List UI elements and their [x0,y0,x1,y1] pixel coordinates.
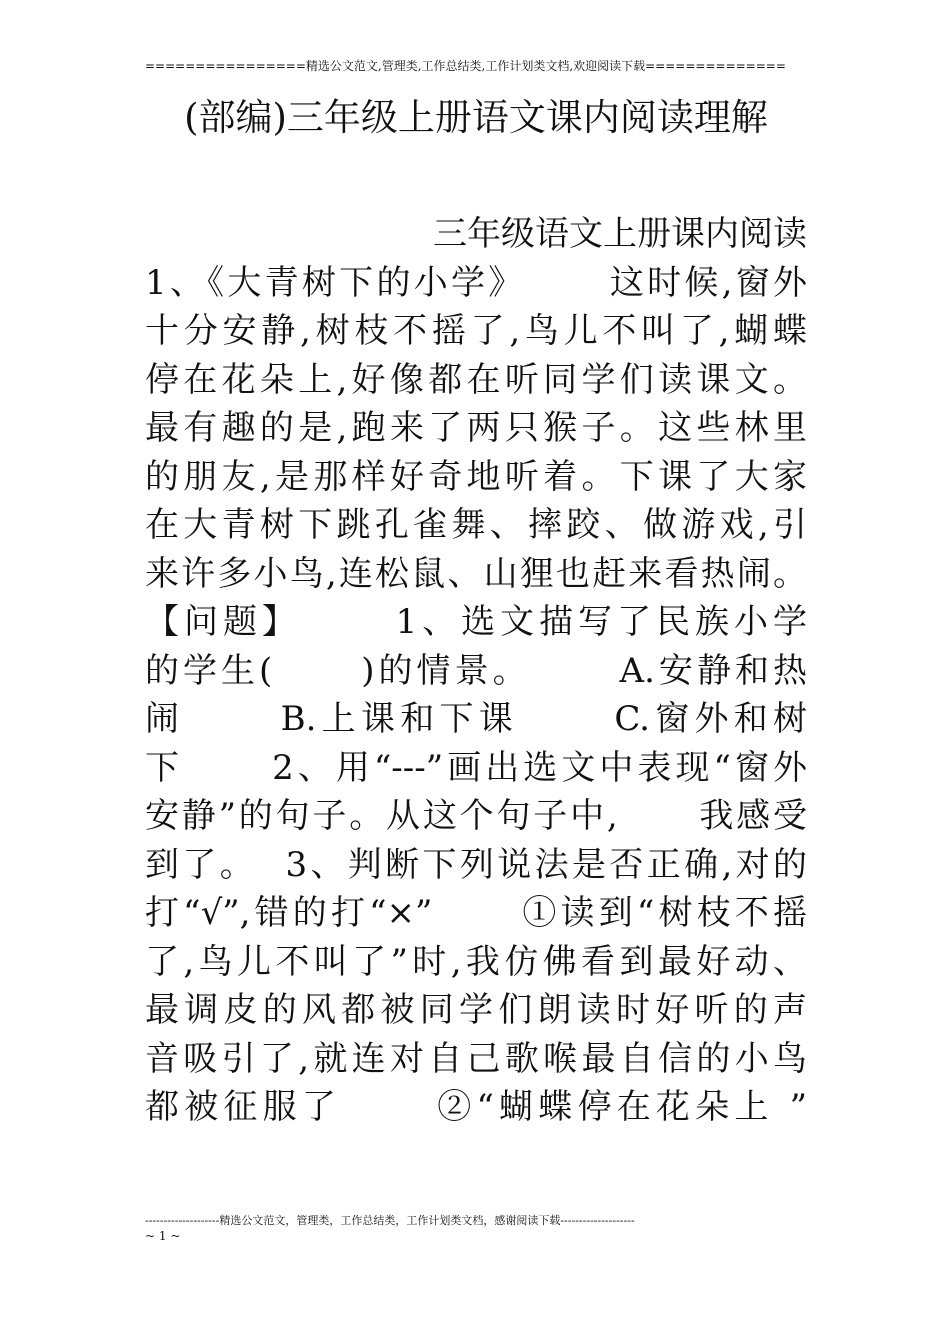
body-line: 十分安静,树枝不摇了,鸟儿不叫了,蝴蝶 [145,311,807,351]
document-title: (部编)三年级上册语文课内阅读理解 [184,96,768,139]
body-line: 安静”的句子。从这个句子中, 我感受 [145,796,807,836]
body-line: 在大青树下跳孔雀舞、摔跤、做游戏,引 [145,505,807,545]
body-line: 音吸引了,就连对自己歌喉最自信的小鸟 [145,1038,807,1079]
body-line: 来许多小鸟,连松鼠、山狸也赶来看热闹。 [145,553,807,594]
body-line: 最有趣的是,跑来了两只猴子。这些林里 [145,408,807,448]
body-line: 都被征服了 ②“蝴蝶停在花朵上 ” [145,1087,807,1127]
body-line: 打“√”,错的打“×” ①读到“树枝不摇 [145,893,807,933]
body-line: 的学生( )的情景。 A.安静和热 [145,650,807,691]
body-line: 的朋友,是那样好奇地听着。下课了大家 [145,456,807,497]
body-line: 【问题】 1、选文描写了民族小学 [145,602,807,642]
body-line: 1、《大青树下的小学》 这时候,窗外 [145,262,807,303]
body-line: 了,鸟儿不叫了”时,我仿佛看到最好动、 [145,941,807,982]
body-line: 最调皮的风都被同学们朗读时好听的声 [145,990,807,1030]
body-line: 停在花朵上,好像都在听同学们读课文。 [145,359,807,400]
body-line: 到了。 3、判断下列说法是否正确,对的 [145,844,807,885]
body-line: 闹 B.上课和下课 C.窗外和树 [145,699,807,739]
body-line-subtitle: 三年级语文上册课内阅读 [433,214,807,254]
body-line: 下 2、用“---”画出选文中表现“窗外 [145,747,807,788]
footer-banner: --------------------精选公文范文，管理类，工作总结类，工作计划类文档，感谢阅读下载-------------------- [145,1214,635,1227]
document-body [145,210,807,1132]
header-banner: ================精选公文范文,管理类,工作总结类,工作计划类文档,欢迎阅读下载============== [145,59,786,73]
page-number: ~ 1 ~ [145,1229,181,1243]
